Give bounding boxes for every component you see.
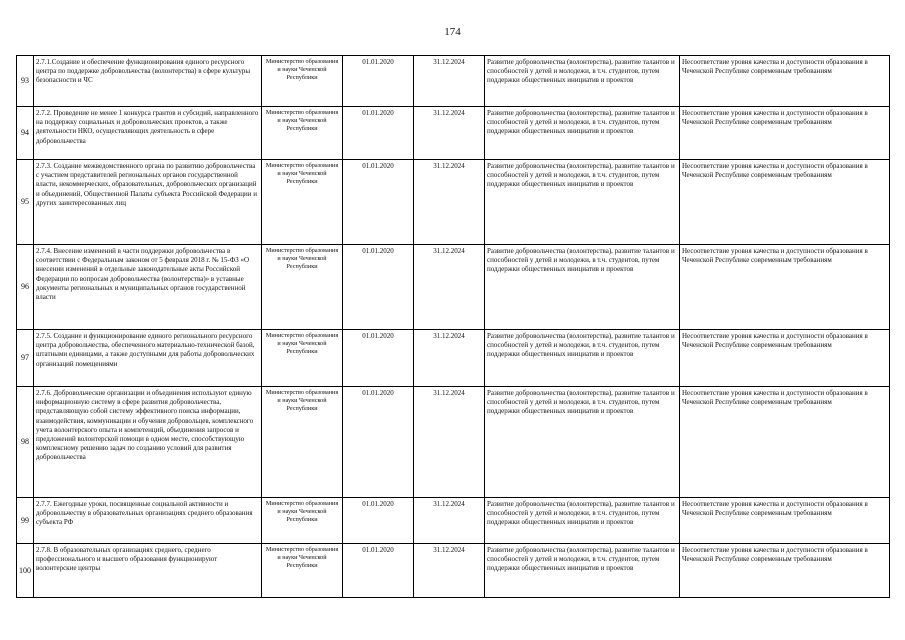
executor: Министерство образования и науки Чеченской Республики <box>262 498 343 544</box>
risk-consequence: Несоответствие уровня качества и доступности образования в Чеченской Республике современным требованиям <box>680 330 890 387</box>
table-row <box>17 107 890 160</box>
risk-consequence: Несоответствие уровня качества и доступности образования в Чеченской Республике современным требованиям <box>680 387 890 498</box>
expected-result: Развитие добровольчества (волонтерства), развитие талантов и способностей у детей и молодежи, в т.ч. студентов, путем поддержки общественных инициатив и проектов <box>485 544 680 598</box>
risk-consequence: Несоответствие уровня качества и доступности образования в Чеченской Республике современным требованиям <box>680 160 890 245</box>
expected-result: Развитие добровольчества (волонтерства), развитие талантов и способностей у детей и молодежи, в т.ч. студентов, путем поддержки общественных инициатив и проектов <box>485 107 680 160</box>
start-date: 01.01.2020 <box>343 107 414 160</box>
activity-name: 2.7.7. Ежегодные уроки, посвященные социальной активности и добровольчеству в образовательных организациях среднего образования субъекта РФ <box>34 498 262 544</box>
start-date: 01.01.2020 <box>343 245 414 330</box>
row-number: 98 <box>17 387 34 498</box>
row-number: 100 <box>17 544 34 598</box>
risk-consequence: Несоответствие уровня качества и доступности образования в Чеченской Республике современным требованиям <box>680 56 890 107</box>
activity-name: 2.7.3. Создание межведомственного органа по развитию добровольчества с участием представителей региональных органов государственной власти, некоммерческих, образовательных, добровольческих организаций и объединений, Общественной Палаты субъекта Российской Федерации и других заинтересованных лиц <box>34 160 262 245</box>
executor: Министерство образования и науки Чеченской Республики <box>262 56 343 107</box>
end-date: 31.12.2024 <box>414 160 485 245</box>
row-number: 94 <box>17 107 34 160</box>
plan-table <box>16 55 890 598</box>
activity-name: 2.7.8. В образовательных организациях среднего, среднего профессионального и высшего образования функционируют волонтерские центры <box>34 544 262 598</box>
end-date: 31.12.2024 <box>414 544 485 598</box>
start-date: 01.01.2020 <box>343 160 414 245</box>
expected-result: Развитие добровольчества (волонтерства), развитие талантов и способностей у детей и молодежи, в т.ч. студентов, путем поддержки общественных инициатив и проектов <box>485 56 680 107</box>
executor: Министерство образования и науки Чеченской Республики <box>262 245 343 330</box>
executor: Министерство образования и науки Чеченской Республики <box>262 544 343 598</box>
start-date: 01.01.2020 <box>343 544 414 598</box>
expected-result: Развитие добровольчества (волонтерства), развитие талантов и способностей у детей и молодежи, в т.ч. студентов, путем поддержки общественных инициатив и проектов <box>485 498 680 544</box>
end-date: 31.12.2024 <box>414 56 485 107</box>
start-date: 01.01.2020 <box>343 56 414 107</box>
executor: Министерство образования и науки Чеченской Республики <box>262 107 343 160</box>
end-date: 31.12.2024 <box>414 245 485 330</box>
risk-consequence: Несоответствие уровня качества и доступности образования в Чеченской Республике современным требованиям <box>680 544 890 598</box>
table-row <box>17 160 890 245</box>
expected-result: Развитие добровольчества (волонтерства), развитие талантов и способностей у детей и молодежи, в т.ч. студентов, путем поддержки общественных инициатив и проектов <box>485 245 680 330</box>
end-date: 31.12.2024 <box>414 330 485 387</box>
start-date: 01.01.2020 <box>343 498 414 544</box>
row-number: 97 <box>17 330 34 387</box>
expected-result: Развитие добровольчества (волонтерства), развитие талантов и способностей у детей и молодежи, в т.ч. студентов, путем поддержки общественных инициатив и проектов <box>485 387 680 498</box>
expected-result: Развитие добровольчества (волонтерства), развитие талантов и способностей у детей и молодежи, в т.ч. студентов, путем поддержки общественных инициатив и проектов <box>485 160 680 245</box>
table-row <box>17 498 890 544</box>
activity-name: 2.7.2. Проведение не менее 1 конкурса грантов и субсидий, направленного на поддержку социальных и добровольческих проектов, а также деятельности НКО, осуществляющих деятельность в сфере добровольчества <box>34 107 262 160</box>
row-number: 96 <box>17 245 34 330</box>
table-row <box>17 544 890 598</box>
activity-name: 2.7.4. Внесение изменений в части поддержки добровольчества в соответствии с Федеральным законом от 5 февраля 2018 г. № 15-ФЗ «О внесении изменений в отдельные законодательные акты Российской Федерации по вопросам добровольчества (волонтерства)» в уставные документы региональных и муниципальных органов государственной власти <box>34 245 262 330</box>
row-number: 99 <box>17 498 34 544</box>
start-date: 01.01.2020 <box>343 387 414 498</box>
table-row <box>17 245 890 330</box>
executor: Министерство образования и науки Чеченской Республики <box>262 330 343 387</box>
table-row <box>17 330 890 387</box>
end-date: 31.12.2024 <box>414 498 485 544</box>
executor: Министерство образования и науки Чеченской Республики <box>262 387 343 498</box>
activity-name: 2.7.1.Создание и обеспечение функционирования единого ресурсного центра по поддержке добровольчества (волонтерства) в сфере культуры безопасности и ЧС <box>34 56 262 107</box>
end-date: 31.12.2024 <box>414 387 485 498</box>
executor: Министерство образования и науки Чеченской Республики <box>262 160 343 245</box>
page-number: 174 <box>444 26 461 38</box>
end-date: 31.12.2024 <box>414 107 485 160</box>
row-number: 93 <box>17 56 34 107</box>
risk-consequence: Несоответствие уровня качества и доступности образования в Чеченской Республике современным требованиям <box>680 245 890 330</box>
activity-name: 2.7.5. Создание и функционирование единого регионального ресурсного центра добровольчества, обеспеченного материально-технической базой, штатными единицами, а также доступными для работы добровольческих организаций помещениями <box>34 330 262 387</box>
risk-consequence: Несоответствие уровня качества и доступности образования в Чеченской Республике современным требованиям <box>680 107 890 160</box>
table-row <box>17 387 890 498</box>
start-date: 01.01.2020 <box>343 330 414 387</box>
activity-name: 2.7.6. Добровольческие организации и объединения используют единую информационную систему в сфере развития добровольчества, представляющую собой систему эффективного поиска информации, взаимодействия, коммуникации и обучения добровольцев, комплексного учета волонтерского опыта и компетенций, объединения запросов и предложений волонтерской помощи в одном месте, способствующую комплексному решению задач по созданию условий для развития добровольчества <box>34 387 262 498</box>
table-row <box>17 56 890 107</box>
row-number: 95 <box>17 160 34 245</box>
expected-result: Развитие добровольчества (волонтерства), развитие талантов и способностей у детей и молодежи, в т.ч. студентов, путем поддержки общественных инициатив и проектов <box>485 330 680 387</box>
risk-consequence: Несоответствие уровня качества и доступности образования в Чеченской Республике современным требованиям <box>680 498 890 544</box>
